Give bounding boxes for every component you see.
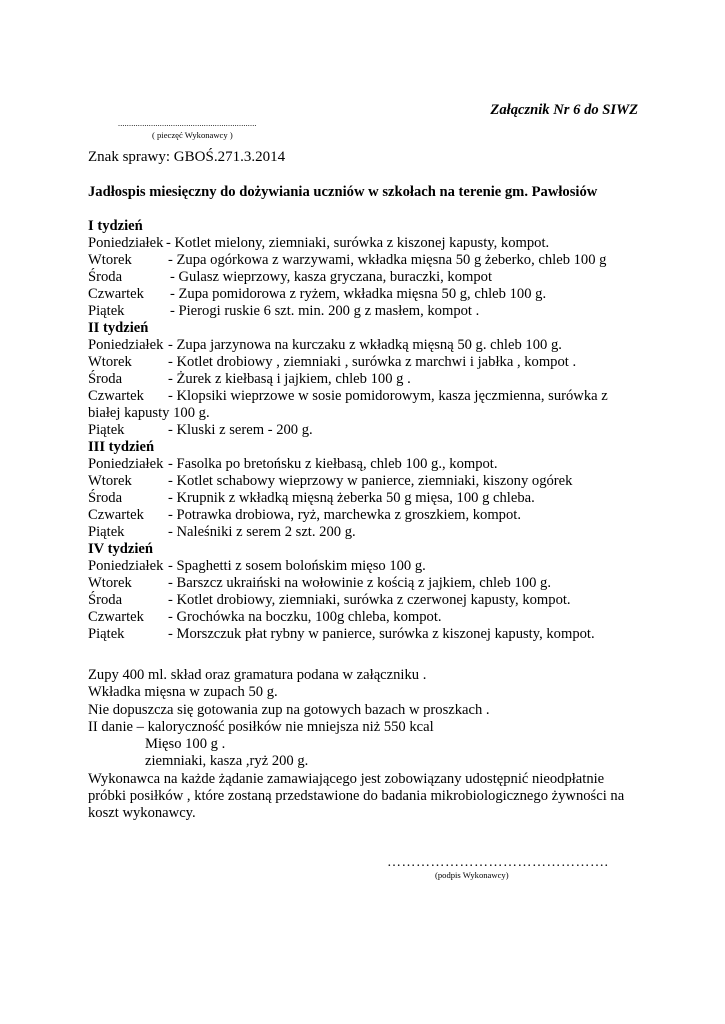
dish-text: - Pierogi ruskie 6 szt. min. 200 g z masłem, kompot .: [170, 303, 480, 319]
dish-text: - Morszczuk płat rybny w panierce, surówka z kiszonej kapusty, kompot.: [168, 626, 595, 642]
menu-row: [88, 592, 648, 609]
menu-row: [88, 558, 648, 575]
day-label: Poniedziałek: [88, 337, 164, 353]
day-label: Wtorek: [88, 252, 132, 268]
menu-row: [88, 388, 648, 405]
day-label: Środa: [88, 371, 123, 387]
week-title: III tydzień: [88, 439, 155, 455]
menu-row: [88, 609, 648, 626]
note-line: Nie dopuszcza się gotowania zup na gotowych bazach w proszkach .: [88, 701, 490, 718]
menu-row: [88, 626, 648, 643]
signature-dotted-line: ……………………………………….: [387, 855, 609, 870]
day-label: Czwartek: [88, 609, 144, 625]
dish-text: - Zupa ogórkowa z warzywami, wkładka mięsna 50 g żeberko, chleb 100 g: [168, 252, 607, 268]
dish-text: - Barszcz ukraiński na wołowinie z kością z jajkiem, chleb 100 g.: [168, 575, 551, 591]
menu-row: [88, 269, 648, 286]
menu-row: [88, 286, 648, 303]
day-label: Piątek: [88, 626, 125, 642]
menu-row: [88, 575, 648, 592]
annex-heading: Załącznik Nr 6 do SIWZ: [490, 102, 638, 118]
notes-section: [88, 667, 668, 823]
day-label: Poniedziałek: [88, 456, 164, 472]
day-label: Środa: [88, 490, 123, 506]
note-line: ziemniaki, kasza ,ryż 200 g.: [145, 753, 309, 770]
dish-continuation: białej kapusty 100 g.: [88, 405, 210, 421]
signature-label: (podpis Wykonawcy): [435, 870, 509, 880]
dish-text: - Naleśniki z serem 2 szt. 200 g.: [168, 524, 356, 540]
menu-row: [88, 235, 648, 252]
menu-row: [88, 507, 648, 524]
week-title: II tydzień: [88, 320, 149, 336]
day-label: Środa: [88, 269, 123, 285]
note-line: Zupy 400 ml. skład oraz gramatura podana w załączniku .: [88, 667, 427, 683]
menu-row: [88, 371, 648, 388]
day-label: Poniedziałek: [88, 558, 164, 574]
stamp-label: ( pieczęć Wykonawcy ): [152, 130, 233, 140]
note-line: koszt wykonawcy.: [88, 805, 196, 822]
day-label: Wtorek: [88, 575, 132, 591]
week-title: I tydzień: [88, 218, 143, 234]
day-label: Środa: [88, 592, 123, 608]
dish-text: - Kluski z serem - 200 g.: [168, 422, 313, 438]
menu-row: [88, 490, 648, 507]
day-label: Czwartek: [88, 388, 144, 404]
dish-text: - Spaghetti z sosem bolońskim mięso 100 g.: [168, 558, 426, 574]
week-title: IV tydzień: [88, 541, 154, 557]
menu-row: [88, 337, 648, 354]
day-label: Piątek: [88, 524, 125, 540]
menu-row: [88, 354, 648, 371]
case-reference: Znak sprawy: GBOŚ.271.3.2014: [88, 149, 286, 165]
menu-row: [88, 524, 648, 541]
dish-text: - Potrawka drobiowa, ryż, marchewka z groszkiem, kompot.: [168, 507, 521, 523]
day-label: Poniedziałek: [88, 235, 164, 251]
dish-text: - Kotlet drobiowy , ziemniaki , surówka z marchwi i jabłka , kompot .: [168, 354, 577, 370]
menu-row: [88, 252, 648, 269]
document-title: Jadłospis miesięczny do dożywiania uczniów w szkołach na terenie gm. Pawłosiów: [88, 184, 598, 200]
dish-text: - Kotlet mielony, ziemniaki, surówka z kiszonej kapusty, kompot.: [166, 235, 550, 251]
menu-row: [88, 456, 648, 473]
dish-text: - Gulasz wieprzowy, kasza gryczana, buraczki, kompot: [170, 269, 493, 285]
day-label: Piątek: [88, 422, 125, 438]
dish-text: - Krupnik z wkładką mięsną żeberka 50 g mięsa, 100 g chleba.: [168, 490, 535, 506]
dish-text: - Zupa jarzynowa na kurczaku z wkładką mięsną 50 g. chleb 100 g.: [168, 337, 562, 353]
note-line: Wykonawca na każde żądanie zamawiającego jest zobowiązany udostępnić nieodpłatnie: [88, 770, 605, 787]
stamp-dotted-line: ...............................................................: [118, 119, 257, 128]
note-line: próbki posiłków , które zostaną przedstawione do badania mikrobiologicznego żywności na: [88, 788, 625, 805]
dish-text: - Grochówka na boczku, 100g chleba, kompot.: [168, 609, 442, 625]
menu-row: [88, 422, 648, 439]
note-line: Mięso 100 g .: [145, 736, 226, 753]
day-label: Wtorek: [88, 473, 132, 489]
dish-text: - Kotlet schabowy wieprzowy w panierce, ziemniaki, kiszony ogórek: [168, 473, 573, 489]
dish-text: - Kotlet drobiowy, ziemniaki, surówka z czerwonej kapusty, kompot.: [168, 592, 571, 608]
day-label: Czwartek: [88, 286, 144, 302]
dish-text: - Fasolka po bretońsku z kiełbasą, chleb 100 g., kompot.: [168, 456, 498, 472]
note-line: Wkładka mięsna w zupach 50 g.: [88, 684, 278, 701]
note-line: II danie – kaloryczność posiłków nie mniejsza niż 550 kcal: [88, 718, 434, 735]
menu-row: [88, 303, 648, 320]
menu-row: [88, 473, 648, 490]
day-label: Piątek: [88, 303, 125, 319]
dish-text: - Klopsiki wieprzowe w sosie pomidorowym, kasza jęczmienna, surówka z: [168, 388, 608, 404]
menu-weeks: [88, 218, 648, 643]
day-label: Czwartek: [88, 507, 144, 523]
dish-text: - Zupa pomidorowa z ryżem, wkładka mięsna 50 g, chleb 100 g.: [170, 286, 547, 302]
dish-text: - Żurek z kiełbasą i jajkiem, chleb 100 g .: [168, 371, 411, 387]
day-label: Wtorek: [88, 354, 132, 370]
